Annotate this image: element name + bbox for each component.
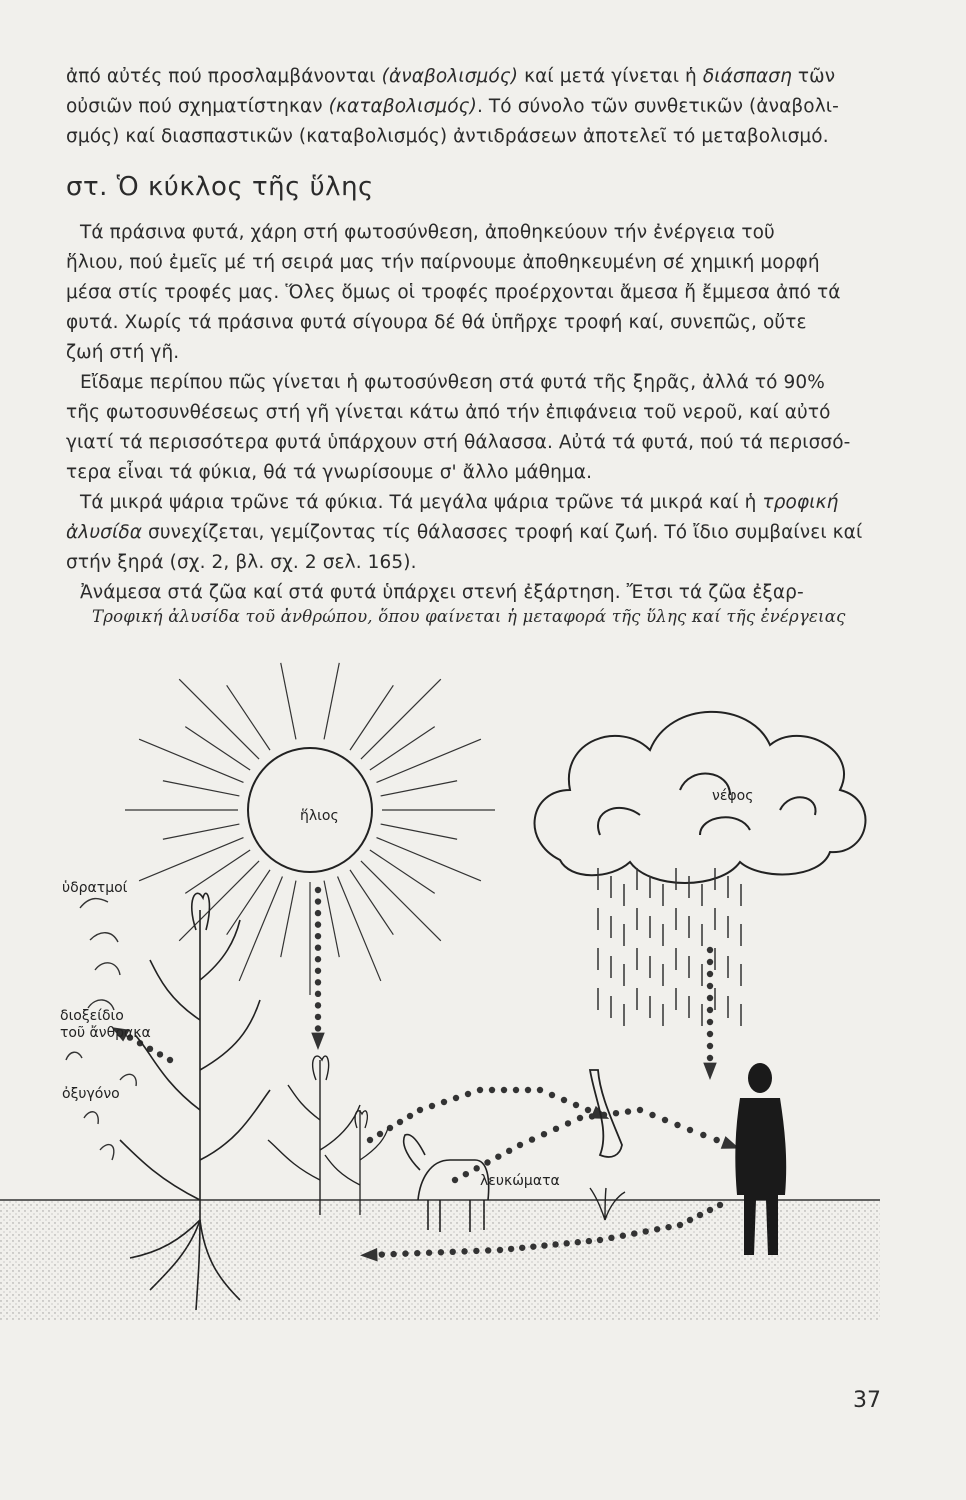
body-line: γιατί τά περισσότερα φυτά ὑπάρχουν στή θάλασσα. Αὐτά τά φυτά, πού τά περισσό- <box>66 432 851 453</box>
section-heading: στ. Ὁ κύκλος τῆς ὕλης <box>66 172 374 202</box>
figure-caption: Τροφική ἀλυσίδα τοῦ ἀνθρώπου, ὅπου φαίνεται ἡ μεταφορά τῆς ὕλης καί τῆς ἐνέργειας <box>92 607 846 626</box>
arrow-dot <box>157 1051 163 1057</box>
body-line: ἀλυσίδα συνεχίζεται, γεμίζοντας τίς θάλασσες τροφή καί ζωή. Τό ἴδιο συμβαίνει καί <box>66 522 863 543</box>
arrow-dot <box>377 1131 383 1137</box>
arrow-dot <box>561 1097 567 1103</box>
arrow-dot <box>697 1212 703 1218</box>
body-line: τῆς φωτοσυνθέσεως στή γῆ γίνεται κάτω ἀπό τήν ἐπιφάνεια τοῦ νεροῦ, καί αὐτό <box>66 402 831 423</box>
arrow-dot <box>643 1228 649 1234</box>
arrow-dot <box>537 1087 543 1093</box>
arrow-dot <box>477 1087 483 1093</box>
arrow-dot <box>631 1230 637 1236</box>
arrow-dot <box>529 1136 535 1142</box>
arrow-dot <box>589 1113 595 1119</box>
water-vapor-label: ὑδρατμοί <box>62 880 128 896</box>
sun-ray <box>227 870 270 935</box>
arrow-dot <box>530 1243 536 1249</box>
arrow-dot <box>315 1025 321 1031</box>
arrow-dot <box>461 1248 467 1254</box>
intro-line-1: ἀπό αὐτές πού προσλαμβάνονται (ἀναβολισμός) καί μετά γίνεται ἡ διάσπαση τῶν <box>66 66 836 87</box>
arrow-dot <box>541 1131 547 1137</box>
body-line: Τά πράσινα φυτά, χάρη στή φωτοσύνθεση, ἀποθηκεύουν τήν ἐνέργεια τοῦ <box>80 222 775 243</box>
arrow-dot <box>397 1119 403 1125</box>
arrow-dot <box>315 944 321 950</box>
arrow-dot <box>167 1057 173 1063</box>
section-body <box>66 218 886 608</box>
arrow-dot <box>426 1250 432 1256</box>
arrow-dot <box>315 1002 321 1008</box>
sun-ray <box>185 727 250 770</box>
food-chain-term-cont: ἀλυσίδα <box>66 522 143 543</box>
arrow-dot <box>573 1102 579 1108</box>
arrow-dot <box>438 1249 444 1255</box>
arrow-dot <box>549 1092 555 1098</box>
arrow-dot <box>315 910 321 916</box>
arrow-dot <box>620 1233 626 1239</box>
rain <box>598 868 741 1026</box>
arrow-dot <box>608 1235 614 1241</box>
arrow-dot <box>315 898 321 904</box>
arrow-dot <box>597 1237 603 1243</box>
arrow-dot <box>513 1087 519 1093</box>
body-line: μέσα στίς τροφές μας. Ὅλες ὅμως οἱ τροφές προέρχονται ἄμεσα ἤ ἔμμεσα ἀπό τά <box>66 282 841 303</box>
intro-line-2: οὐσιῶν πού σχηματίστηκαν (καταβολισμός). Τό σύνολο τῶν συνθετικῶν (ἀναβολι- <box>66 96 839 117</box>
sun-ray <box>377 838 481 881</box>
body-line: φυτά. Χωρίς τά πράσινα φυτά σίγουρα δέ θά ὑπῆρχε τροφή καί, συνεπῶς, οὔτε <box>66 312 807 333</box>
sun-ray <box>179 861 259 941</box>
arrow-head <box>311 1033 325 1050</box>
intro-line-3: σμός) καί διασπαστικῶν (καταβολισμός) ἀντιδράσεων ἀποτελεῖ τό μεταβολισμό. <box>66 126 829 147</box>
arrow-dot <box>315 921 321 927</box>
arrow-dot <box>506 1148 512 1154</box>
arrow-dot <box>637 1107 643 1113</box>
arrow-dot <box>677 1222 683 1228</box>
arrow-dot <box>441 1099 447 1105</box>
sun-ray <box>227 685 270 750</box>
sun-ray <box>324 663 339 740</box>
sun-ray <box>370 727 435 770</box>
oxygen-label: ὀξυγόνο <box>62 1086 120 1102</box>
arrow-dot <box>485 1247 491 1253</box>
arrow-dot <box>575 1239 581 1245</box>
food-chain-illustration <box>0 640 966 1380</box>
sun-ray <box>281 663 296 740</box>
arrow-dot <box>429 1103 435 1109</box>
arrow-dot <box>563 1240 569 1246</box>
arrow-dot <box>707 1055 713 1061</box>
arrow-dot <box>315 1014 321 1020</box>
arrow-dot <box>707 947 713 953</box>
sun-ray <box>350 685 393 750</box>
sun-to-plant-arrow <box>311 887 325 1050</box>
arrow-dot <box>452 1177 458 1183</box>
sun-ray <box>163 781 240 796</box>
cloud <box>535 712 866 883</box>
arrow-dot <box>552 1241 558 1247</box>
sun <box>125 663 495 995</box>
arrow-dot <box>497 1247 503 1253</box>
arrow-dot <box>525 1087 531 1093</box>
proteins-label: λευκώματα <box>480 1173 560 1189</box>
sun-ray <box>350 870 393 935</box>
arrow-dot <box>613 1110 619 1116</box>
arrow-dot <box>707 959 713 965</box>
small-corn-plant <box>268 1056 360 1215</box>
arrow-dot <box>407 1113 413 1119</box>
sun-ray <box>185 850 250 893</box>
sun-label: ἥλιος <box>300 808 339 824</box>
arrow-dot <box>707 1207 713 1213</box>
food-chain-term: τροφική <box>762 492 839 513</box>
arrow-dot <box>707 983 713 989</box>
arrow-dot <box>707 1031 713 1037</box>
arrow-dot <box>565 1120 571 1126</box>
page-number: 37 <box>853 1388 881 1413</box>
arrow-dot <box>665 1224 671 1230</box>
sun-ray <box>361 861 441 941</box>
arrow-dot <box>315 933 321 939</box>
arrow-dot <box>450 1249 456 1255</box>
arrow-dot <box>700 1132 706 1138</box>
body-line: ἥλιου, πού ἐμεῖς μέ τή σειρά μας τήν παίρνουμε ἀποθηκευμένη σέ χημική μορφή <box>66 252 820 273</box>
arrow-dot <box>517 1142 523 1148</box>
anabolism-term: (ἀναβολισμός) <box>381 66 519 87</box>
breakdown-term: διάσπαση <box>702 66 792 87</box>
arrow-dot <box>717 1202 723 1208</box>
sun-ray <box>338 877 381 981</box>
co2-label-2: τοῦ ἄνθρακα <box>60 1025 151 1041</box>
arrow-dot <box>585 1107 591 1113</box>
arrow-dot <box>465 1091 471 1097</box>
plant-to-proteins-arrow <box>367 1087 609 1143</box>
sun-ray <box>381 824 458 839</box>
arrow-dot <box>707 995 713 1001</box>
sun-ray <box>361 679 441 759</box>
arrow-dot <box>625 1108 631 1114</box>
sun-ray <box>381 781 458 796</box>
arrow-head <box>703 1063 717 1080</box>
intro-paragraph <box>66 62 886 152</box>
arrow-dot <box>390 1251 396 1257</box>
co2-label-1: διοξείδιο <box>60 1008 124 1024</box>
sun-ray <box>239 877 282 981</box>
arrow-dot <box>654 1226 660 1232</box>
arrow-dot <box>402 1250 408 1256</box>
arrow-dot <box>707 971 713 977</box>
body-line: στήν ξηρά (σχ. 2, βλ. σχ. 2 σελ. 165). <box>66 552 417 573</box>
arrow-dot <box>414 1250 420 1256</box>
arrow-dot <box>707 1043 713 1049</box>
arrow-dot <box>463 1171 469 1177</box>
arrow-dot <box>453 1095 459 1101</box>
arrow-dot <box>541 1242 547 1248</box>
arrow-dot <box>484 1159 490 1165</box>
cloud-label: νέφος <box>712 788 754 804</box>
arrow-dot <box>553 1126 559 1132</box>
arrow-dot <box>315 887 321 893</box>
body-line: ζωή στή γῆ. <box>66 342 180 363</box>
arrow-dot <box>707 1019 713 1025</box>
body-line: τερα εἶναι τά φύκια, θά τά γνωρίσουμε σ' ἄλλο μάθημα. <box>66 462 593 483</box>
arrow-dot <box>649 1112 655 1118</box>
arrow-dot <box>315 968 321 974</box>
arrow-dot <box>379 1251 385 1257</box>
sun-ray <box>139 739 243 782</box>
arrow-dot <box>707 1007 713 1013</box>
arrow-dot <box>713 1137 719 1143</box>
arrow-dot <box>687 1217 693 1223</box>
sun-ray <box>179 679 259 759</box>
arrow-dot <box>687 1127 693 1133</box>
arrow-dot <box>315 991 321 997</box>
body-line: Τά μικρά ψάρια τρῶνε τά φύκια. Τά μεγάλα ψάρια τρῶνε τά μικρά καί ἡ τροφική <box>80 492 839 513</box>
arrow-dot <box>473 1165 479 1171</box>
arrow-dot <box>508 1246 514 1252</box>
arrow-dot <box>501 1087 507 1093</box>
arrow-dot <box>577 1115 583 1121</box>
body-line: Ἀνάμεσα στά ζῶα καί στά φυτά ὑπάρχει στενή ἐξάρτηση. Ἔτσι τά ζῶα ἐξαρ- <box>80 582 804 603</box>
sun-ray <box>163 824 240 839</box>
body-line: Εἴδαμε περίπου πῶς γίνεται ἡ φωτοσύνθεση στά φυτά τῆς ξηρᾶς, ἀλλά τό 90% <box>80 372 825 393</box>
arrow-dot <box>662 1117 668 1123</box>
arrow-dot <box>417 1107 423 1113</box>
sun-ray <box>377 739 481 782</box>
arrow-dot <box>473 1248 479 1254</box>
arrow-dot <box>519 1245 525 1251</box>
sun-ray <box>324 881 339 958</box>
arrow-dot <box>489 1087 495 1093</box>
catabolism-term: (καταβολισμός) <box>328 96 477 117</box>
arrow-dot <box>674 1122 680 1128</box>
sun-ray <box>370 850 435 893</box>
sun-ray <box>281 881 296 958</box>
arrow-dot <box>495 1153 501 1159</box>
arrow-dot <box>367 1137 373 1143</box>
arrow-dot <box>315 956 321 962</box>
arrow-dot <box>586 1238 592 1244</box>
arrow-dot <box>315 979 321 985</box>
sun-ray <box>139 838 243 881</box>
